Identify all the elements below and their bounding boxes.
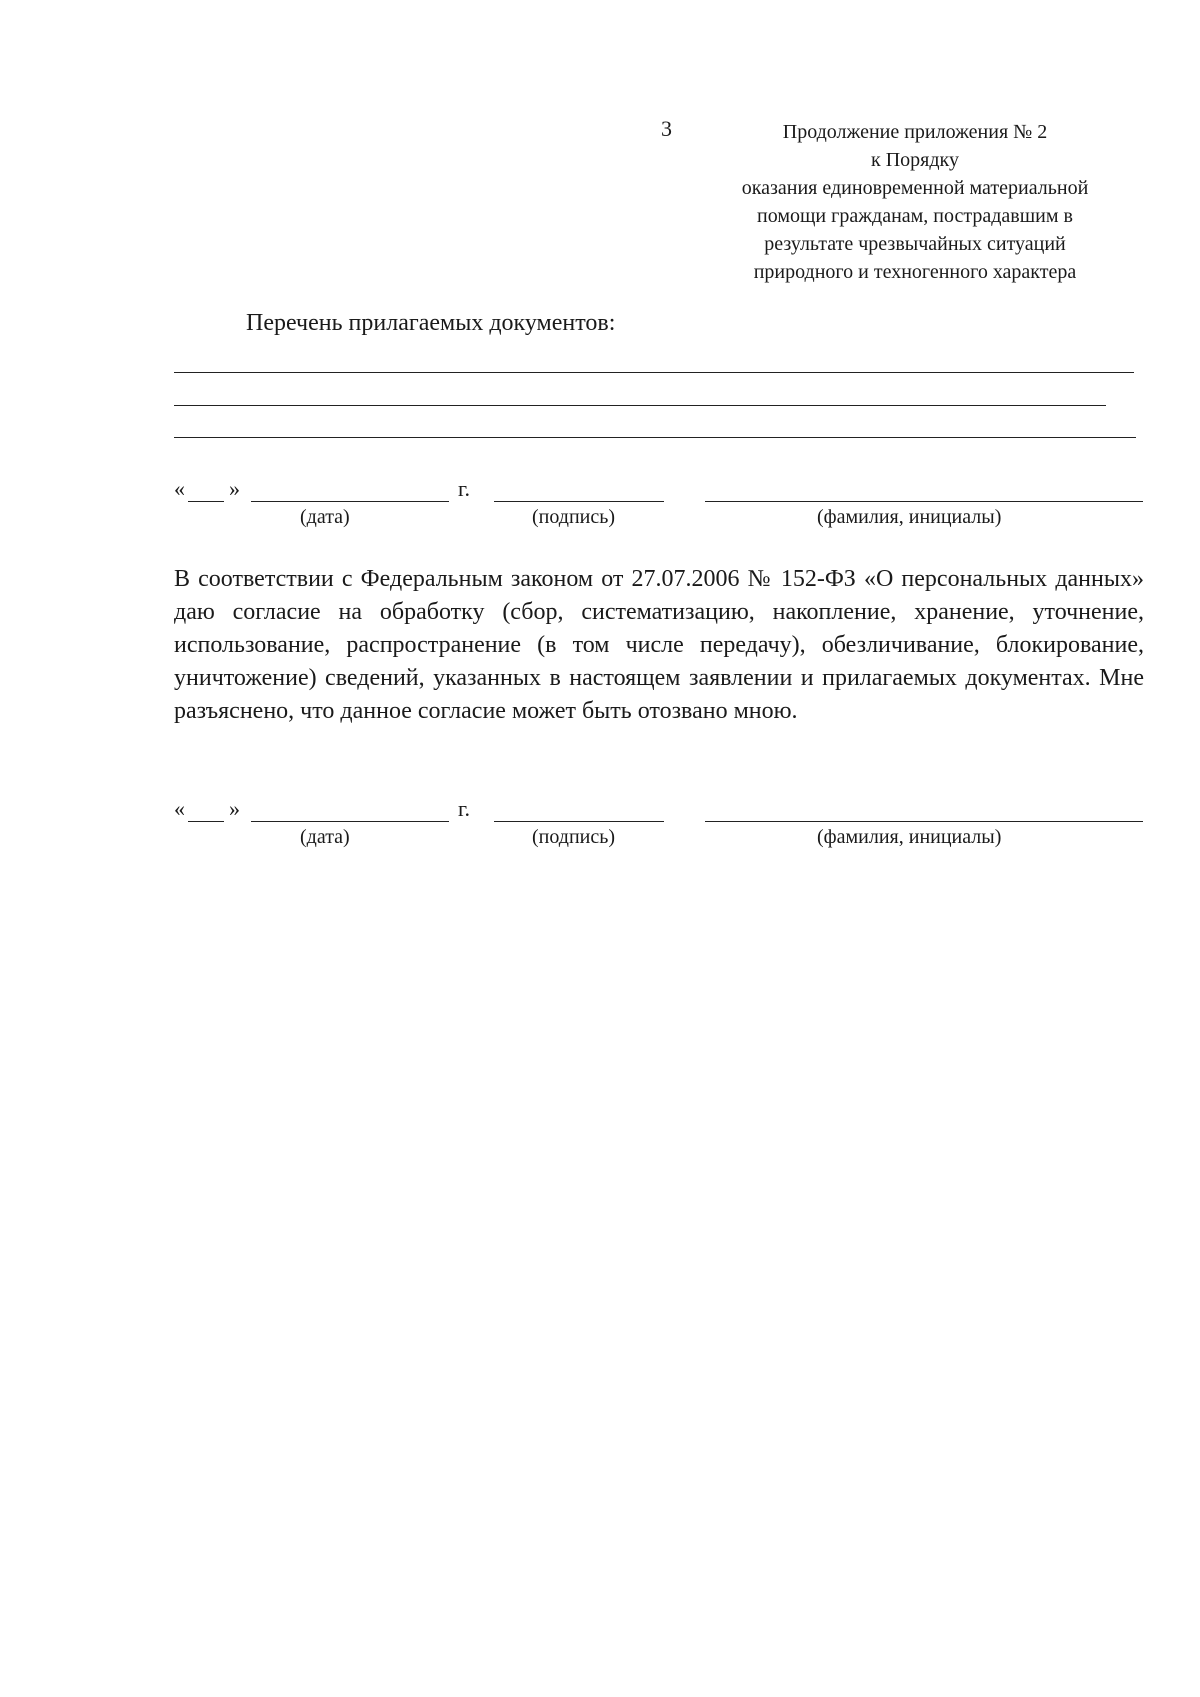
documents-blank-line[interactable] [174, 405, 1106, 406]
personal-data-consent-text: В соответствии с Федеральным законом от 27.07.2006 № 152-ФЗ «О персональных данных» даю согласие на обработку (сбор, систематизацию, накопление, хранение, уточнение, использование, распространение (в том числе передачу), обезличивание, блокирование, уничтожение) сведений, указанных в настоящем заявлении и прилагаемых документах. Мне разъяснено, что данное согласие может быть отозвано мною. [174, 566, 1144, 724]
appendix-header [680, 118, 1150, 286]
signature-caption: (подпись) [532, 826, 616, 848]
year-suffix: г. [458, 796, 471, 821]
quote-close: » [229, 796, 240, 821]
date-caption: (дата) [300, 826, 350, 848]
appendix-line: к Порядку [871, 149, 959, 171]
date-caption: (дата) [300, 506, 350, 528]
appendix-line: природного и техногенного характера [753, 261, 1077, 283]
name-caption: (фамилия, инициалы) [817, 506, 1002, 528]
name-blank[interactable] [705, 501, 1143, 502]
day-blank[interactable] [188, 821, 224, 822]
signature-row-documents [174, 476, 1144, 536]
page-number: 3 [661, 116, 672, 141]
documents-blank-line[interactable] [174, 372, 1134, 373]
name-blank[interactable] [705, 821, 1143, 822]
date-blank[interactable] [251, 501, 449, 502]
documents-list-title: Перечень прилагаемых документов: [246, 310, 616, 336]
appendix-line: Продолжение приложения № 2 [782, 121, 1048, 143]
quote-close: » [229, 476, 240, 501]
signature-row-consent [174, 796, 1144, 856]
day-blank[interactable] [188, 501, 224, 502]
signature-blank[interactable] [494, 501, 664, 502]
documents-blank-line[interactable] [174, 437, 1136, 438]
name-caption: (фамилия, инициалы) [817, 826, 1002, 848]
year-suffix: г. [458, 476, 471, 501]
appendix-line: оказания единовременной материальной [741, 177, 1089, 199]
signature-blank[interactable] [494, 821, 664, 822]
quote-open: « [174, 476, 185, 501]
date-blank[interactable] [251, 821, 449, 822]
quote-open: « [174, 796, 185, 821]
signature-caption: (подпись) [532, 506, 616, 528]
appendix-line: результате чрезвычайных ситуаций [764, 233, 1066, 255]
appendix-line: помощи гражданам, пострадавшим в [757, 205, 1073, 227]
